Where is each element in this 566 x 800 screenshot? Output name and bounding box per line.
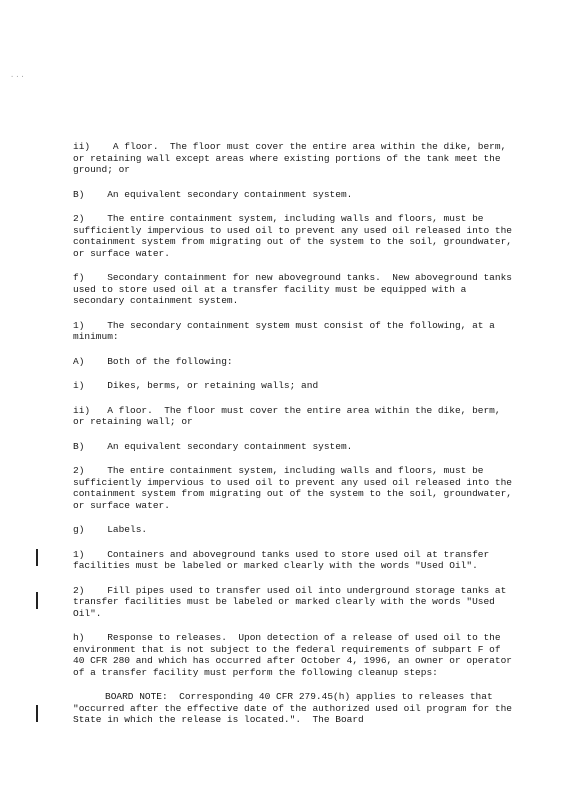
board-note: BOARD NOTE: Corresponding 40 CFR 279.45(h) applies to releases that "occurred after the effective date of the authorized used oil program for the State in which the release is located.". The Board <box>73 691 518 725</box>
paragraph-2-impervious: 2) The entire containment system, including walls and floors, must be sufficiently impervious to used oil to prevent any used oil released into the containment system from migrating out of the system to the soil, groundwater, or surface water. <box>73 213 518 259</box>
revision-bar <box>36 549 38 566</box>
paragraph-ii-floor: ii) A floor. The floor must cover the entire area within the dike, berm, or retaining wall except areas where existing portions of the tank meet the ground; or <box>73 141 512 175</box>
paragraph-i-dikes: i) Dikes, berms, or retaining walls; and <box>73 380 319 391</box>
document-body <box>73 141 518 739</box>
paragraph-ii-floor-2: ii) A floor. The floor must cover the entire area within the dike, berm, or retaining wall; or <box>73 404 507 427</box>
paragraph-2-impervious-2: 2) The entire containment system, including walls and floors, must be sufficiently impervious to used oil to prevent any used oil released into the containment system from migrating out of the system to the soil, groundwater, or surface water. <box>73 465 518 511</box>
paragraph-g-labels: g) Labels. <box>73 524 148 535</box>
paragraph-f-new-tanks: f) Secondary containment for new aboveground tanks. New aboveground tanks used to store used oil at a transfer facility must be equipped with a secondary containment system. <box>73 272 518 306</box>
revision-bar <box>36 705 38 722</box>
paragraph-1-containers: 1) Containers and aboveground tanks used to store used oil at transfer facilities must be labeled or marked clearly with the words "Used Oil". <box>73 548 495 571</box>
paragraph-b-equivalent: B) An equivalent secondary containment system. <box>73 188 353 200</box>
paragraph-b-equivalent-2: B) An equivalent secondary containment system. <box>73 440 353 452</box>
page-corner-mark: ... <box>10 72 26 80</box>
paragraph-a-both: A) Both of the following: <box>73 355 233 367</box>
paragraph-1-minimum: 1) The secondary containment system must consist of the following, at a minimum: <box>73 319 501 342</box>
paragraph-2-fill-pipes: 2) Fill pipes used to transfer used oil into underground storage tanks at transfer facilities must be labeled or marked clearly with the words "Used Oil". <box>73 584 512 619</box>
revision-bar <box>36 592 38 609</box>
paragraph-h-releases: h) Response to releases. Upon detection of a release of used oil to the environment that is not subject to the federal requirements of subpart F of 40 CFR 280 and which has occurred after October 4, 1996, an owner or operator of a transfer facility must perform the following cleanup steps: <box>73 632 518 678</box>
